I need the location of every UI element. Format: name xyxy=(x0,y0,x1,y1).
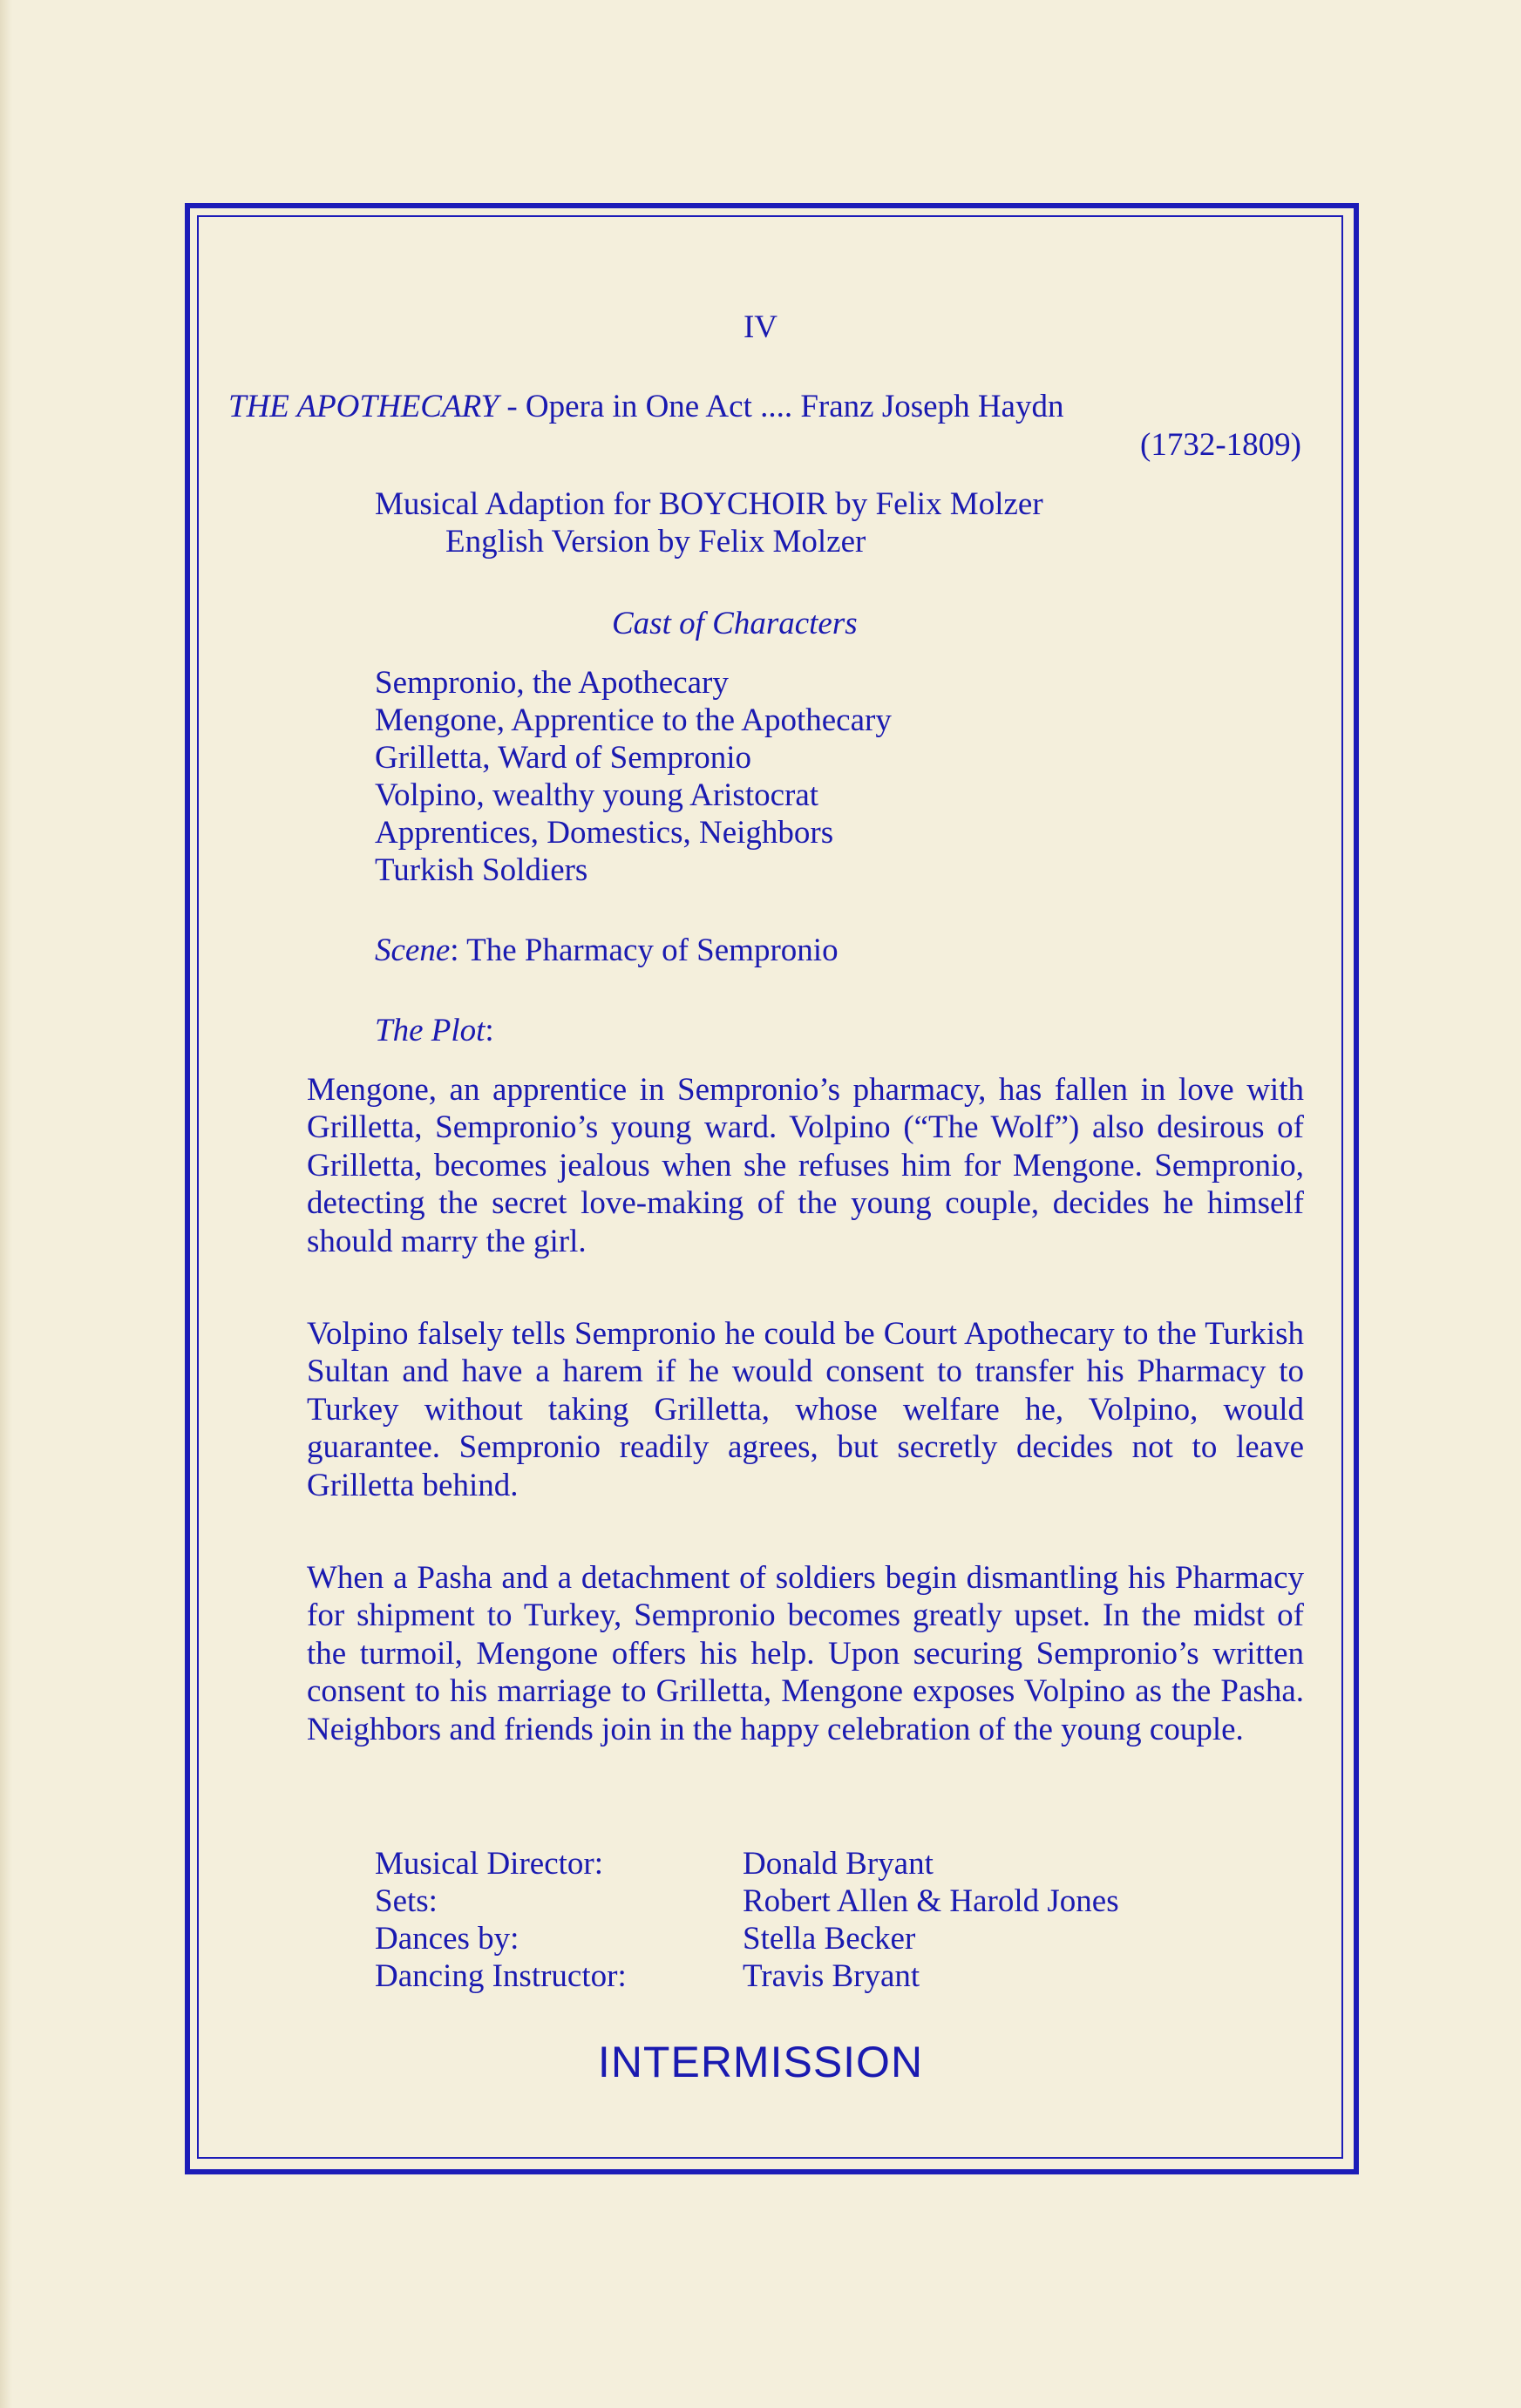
english-version-line: English Version by Felix Molzer xyxy=(445,524,866,560)
credit-role: Dancing Instructor: xyxy=(375,1958,627,1994)
cast-item: Turkish Soldiers xyxy=(375,852,588,888)
plot-paragraph-3: When a Pasha and a detachment of soldiers begin dismantling his Pharmacy for shipment to Turkey, Sempronio becomes greatly upset. In the midst of the turmoil, Mengone offers his help. Upon securing Sempronio’s written consent to his marriage to Grilletta, Mengone exposes Volpino as the Pasha. Neighbors and friends join in the happy celebration of the young couple. xyxy=(307,1560,1304,1747)
cast-item: Grilletta, Ward of Sempronio xyxy=(375,740,752,776)
plot-paragraph-1: Mengone, an apprentice in Sempronio’s pharmacy, has fallen in love with Grilletta, Sempronio’s young ward. Volpino (“The Wolf”) also desirous of Grilletta, becomes jealous when she refuses him for Mengone. Sempronio, detecting the secret love-making of the young couple, decides he himself should marry the girl. xyxy=(307,1072,1304,1259)
credit-name: Stella Becker xyxy=(743,1921,916,1957)
section-number: IV xyxy=(743,309,778,345)
plot-colon: : xyxy=(485,1013,494,1048)
cast-item: Mengone, Apprentice to the Apothecary xyxy=(375,702,892,738)
cast-item: Apprentices, Domestics, Neighbors xyxy=(375,815,834,851)
plot-label: The Plot xyxy=(375,1013,485,1048)
plot-paragraph-2: Volpino falsely tells Sempronio he could be Court Apothecary to the Turkish Sultan and have a harem if he would consent to transfer his Pharmacy to Turkey without taking Grilletta, whose welfare he, Volpino, would guarantee. Sempronio readily agrees, but secretly decides not to leave Grilletta behind. xyxy=(307,1316,1304,1503)
cast-item: Sempronio, the Apothecary xyxy=(375,665,729,701)
plot-heading xyxy=(375,1012,494,1049)
cast-item: Volpino, wealthy young Aristocrat xyxy=(375,777,819,813)
scene-text: : The Pharmacy of Sempronio xyxy=(450,933,839,968)
work-title: THE APOTHECARY xyxy=(228,389,499,424)
credit-role: Sets: xyxy=(375,1883,438,1919)
adaption-line: Musical Adaption for BOYCHOIR by Felix Molzer xyxy=(375,486,1043,522)
cast-heading: Cast of Characters xyxy=(612,606,858,641)
composer-dates: (1732-1809) xyxy=(1140,427,1301,463)
scene-label: Scene xyxy=(375,933,451,968)
work-description: - Opera in One Act .... Franz Joseph Haydn xyxy=(499,389,1064,424)
scene-line xyxy=(375,932,839,969)
title-line xyxy=(228,388,1063,425)
credit-name: Robert Allen & Harold Jones xyxy=(743,1883,1119,1919)
credit-name: Travis Bryant xyxy=(743,1958,920,1994)
credit-role: Dances by: xyxy=(375,1921,519,1957)
credit-name: Donald Bryant xyxy=(743,1846,934,1882)
intermission-heading: INTERMISSION xyxy=(597,2038,924,2086)
credit-role: Musical Director: xyxy=(375,1846,603,1882)
